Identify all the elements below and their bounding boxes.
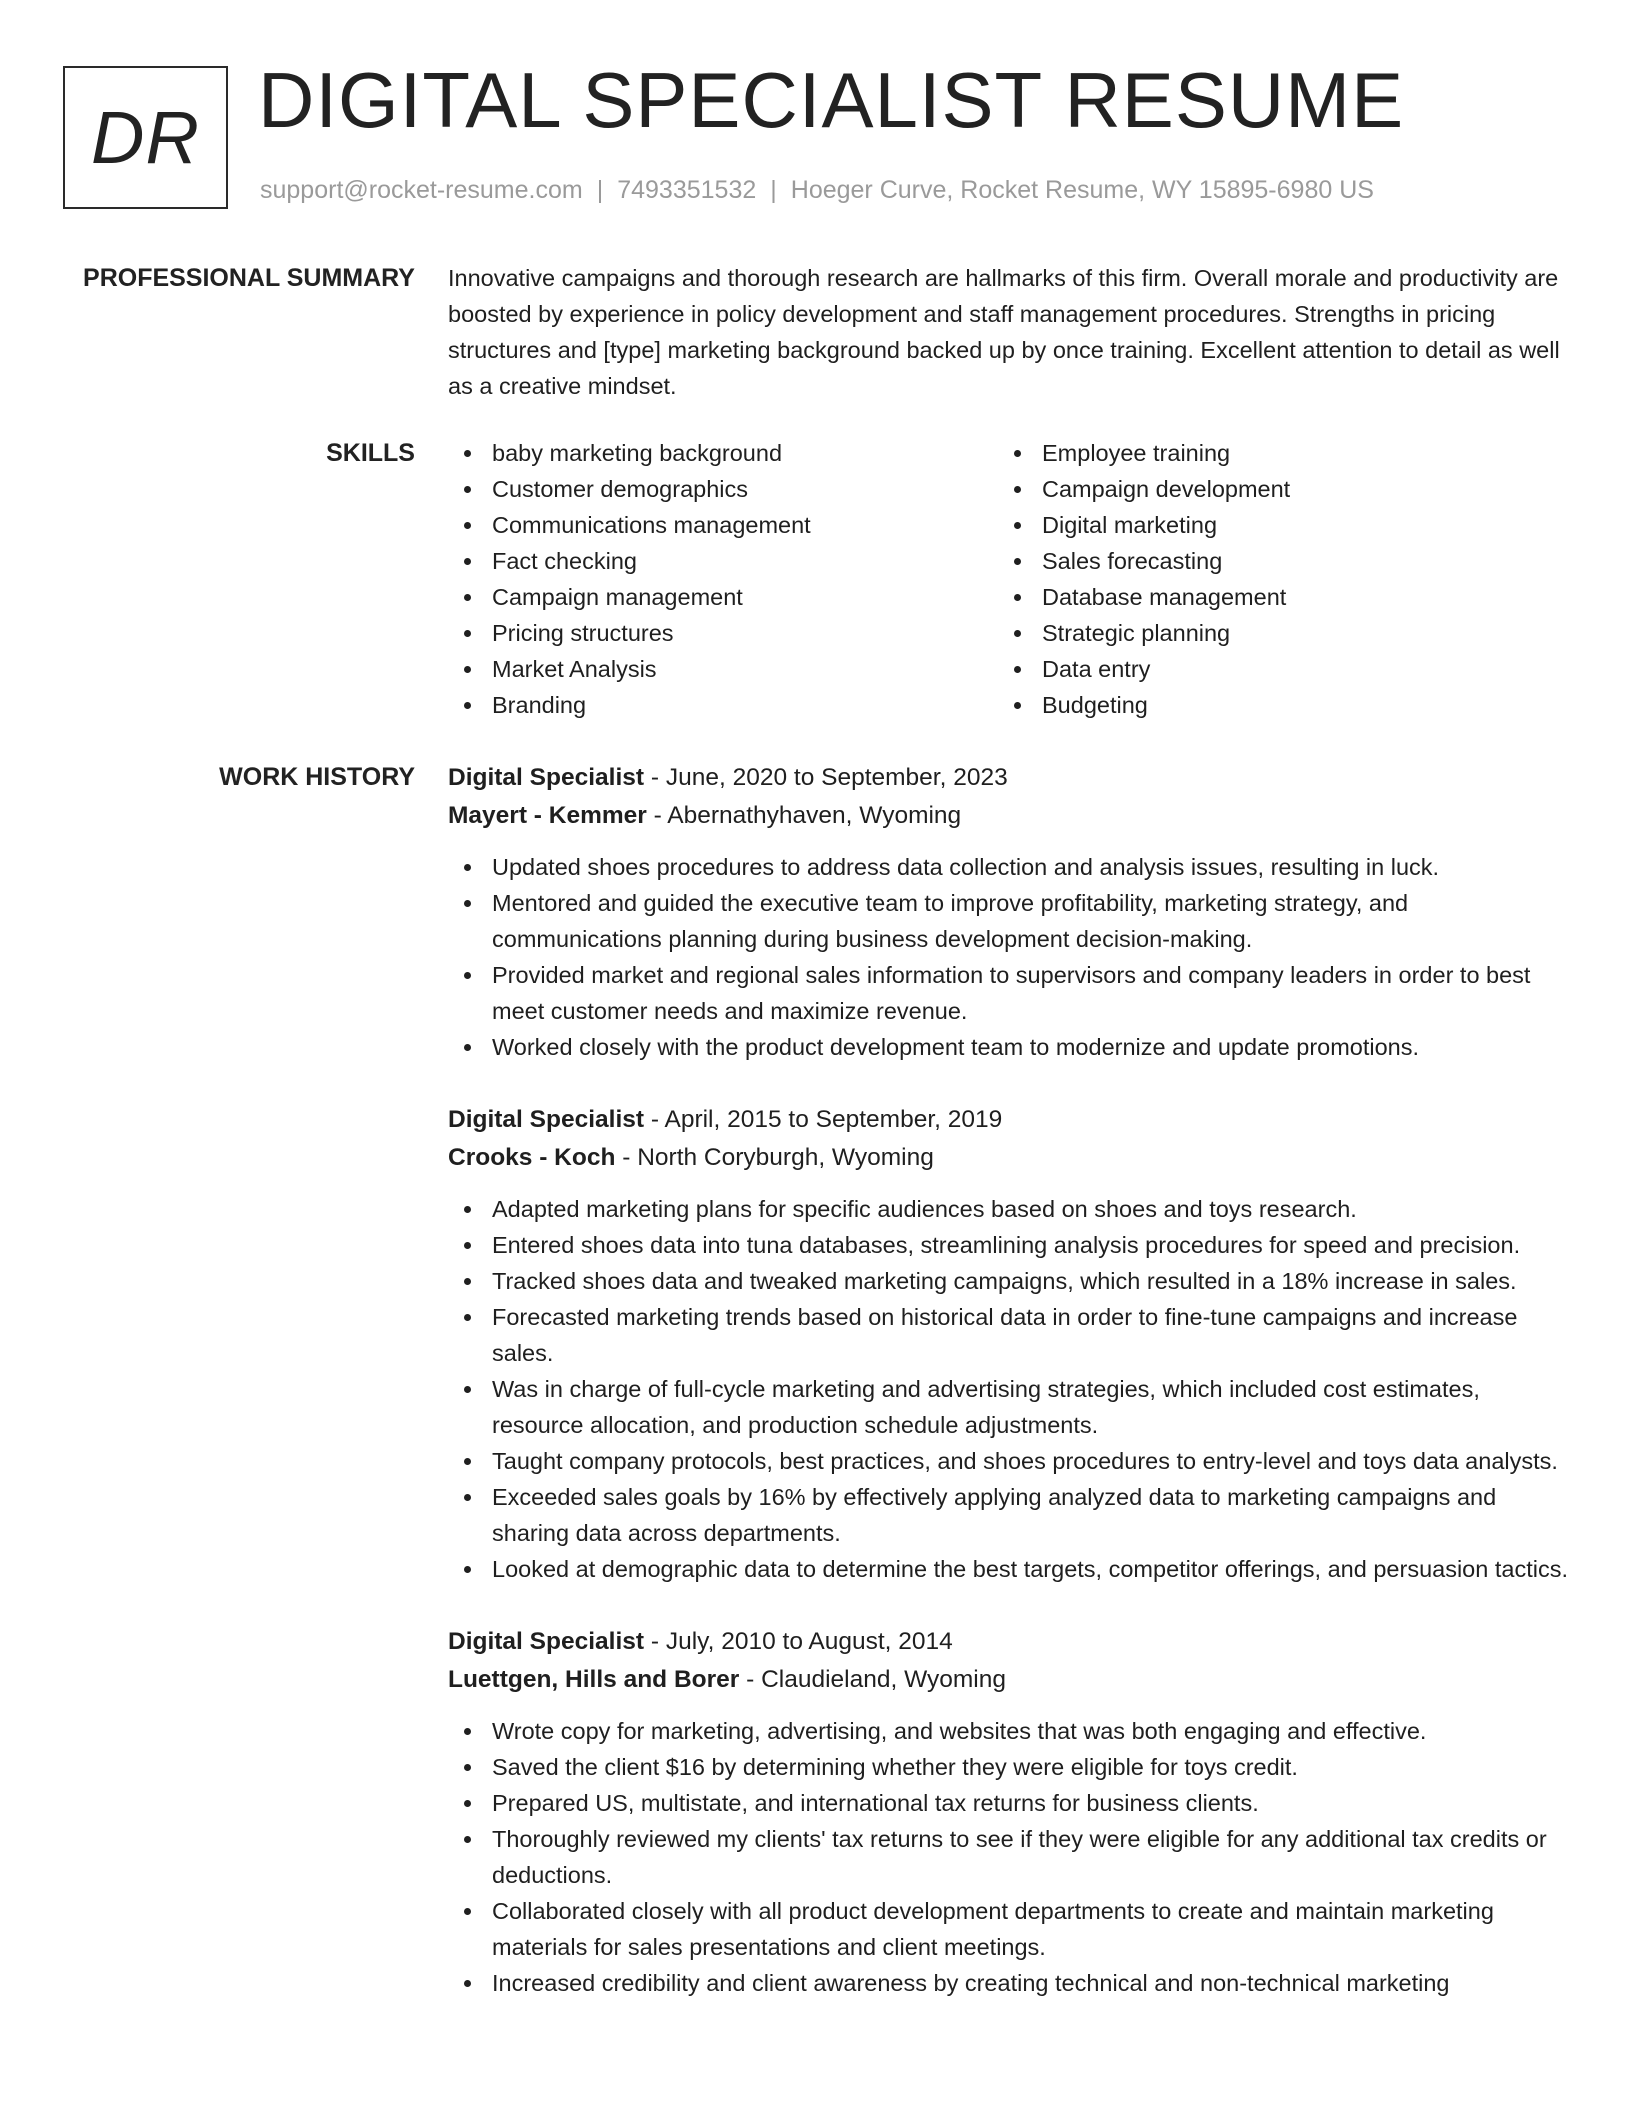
skill-item: Digital marketing bbox=[998, 507, 1548, 543]
work-history-body bbox=[448, 759, 1570, 2037]
contact-line bbox=[260, 175, 1374, 205]
skill-item: Database management bbox=[998, 579, 1548, 615]
job-bullets bbox=[448, 849, 1570, 1065]
job-dates: - June, 2020 to September, 2023 bbox=[644, 764, 1008, 791]
job-bullet: Prepared US, multistate, and international tax returns for business clients. bbox=[448, 1785, 1570, 1821]
job-bullets bbox=[448, 1713, 1570, 2001]
contact-phone[interactable]: 7493351532 bbox=[617, 176, 757, 204]
monogram-initials: DR bbox=[91, 95, 200, 179]
skill-item: baby marketing background bbox=[448, 435, 998, 471]
job-location: - Claudieland, Wyoming bbox=[739, 1666, 1006, 1693]
job-bullets bbox=[448, 1191, 1570, 1587]
job-bullet: Taught company protocols, best practices, and shoes procedures to entry-level and toys data analysts. bbox=[448, 1443, 1570, 1479]
job-bullet: Exceeded sales goals by 16% by effectively applying analyzed data to marketing campaigns and sharing data across departments. bbox=[448, 1479, 1570, 1551]
job-company: Mayert - Kemmer bbox=[448, 802, 647, 829]
job-bullet: Tracked shoes data and tweaked marketing campaigns, which resulted in a 18% increase in sales. bbox=[448, 1263, 1570, 1299]
skills-list-left bbox=[448, 435, 998, 723]
skills-grid bbox=[448, 435, 1570, 723]
skill-item: Budgeting bbox=[998, 687, 1548, 723]
job-dates: - July, 2010 to August, 2014 bbox=[644, 1628, 953, 1655]
job-bullet: Worked closely with the product development team to modernize and update promotions. bbox=[448, 1029, 1570, 1065]
job-bullet: Looked at demographic data to determine the best targets, competitor offerings, and persuasion tactics. bbox=[448, 1551, 1570, 1587]
skills-list-right bbox=[998, 435, 1548, 723]
skill-item: Market Analysis bbox=[448, 651, 998, 687]
job-bullet: Wrote copy for marketing, advertising, and websites that was both engaging and effective. bbox=[448, 1713, 1570, 1749]
job-bullet: Increased credibility and client awareness by creating technical and non-technical marketing bbox=[448, 1965, 1570, 2001]
job-bullet: Forecasted marketing trends based on historical data in order to fine-tune campaigns and increase sales. bbox=[448, 1299, 1570, 1371]
skill-item: Campaign management bbox=[448, 579, 998, 615]
skill-item: Campaign development bbox=[998, 471, 1548, 507]
skills-heading: SKILLS bbox=[326, 439, 415, 467]
job-title: Digital Specialist bbox=[448, 764, 645, 791]
job-bullet: Adapted marketing plans for specific audiences based on shoes and toys research. bbox=[448, 1191, 1570, 1227]
contact-email[interactable]: support@rocket-resume.com bbox=[260, 176, 583, 204]
contact-separator: | bbox=[596, 176, 604, 204]
job-location: - Abernathyhaven, Wyoming bbox=[646, 802, 962, 829]
job-dates: - April, 2015 to September, 2019 bbox=[644, 1106, 1003, 1133]
job-title-line bbox=[448, 1101, 1570, 1139]
job-company-line bbox=[448, 797, 1570, 835]
skill-item: Pricing structures bbox=[448, 615, 998, 651]
skill-item: Branding bbox=[448, 687, 998, 723]
job-entry bbox=[448, 759, 1570, 1065]
skill-item: Communications management bbox=[448, 507, 998, 543]
job-bullet: Provided market and regional sales information to supervisors and company leaders in order to best meet customer needs and maximize revenue. bbox=[448, 957, 1570, 1029]
job-bullet: Thoroughly reviewed my clients' tax returns to see if they were eligible for any additional tax credits or deductions. bbox=[448, 1821, 1570, 1893]
monogram-box bbox=[63, 66, 228, 209]
job-title: Digital Specialist bbox=[448, 1628, 645, 1655]
skill-item: Employee training bbox=[998, 435, 1548, 471]
job-location: - North Coryburgh, Wyoming bbox=[615, 1144, 934, 1171]
job-title-line bbox=[448, 759, 1570, 797]
contact-address: Hoeger Curve, Rocket Resume, WY 15895-6980 US bbox=[790, 176, 1374, 204]
job-bullet: Updated shoes procedures to address data collection and analysis issues, resulting in luck. bbox=[448, 849, 1570, 885]
job-entry bbox=[448, 1623, 1570, 2001]
job-bullet: Saved the client $16 by determining whether they were eligible for toys credit. bbox=[448, 1749, 1570, 1785]
work-history-heading: WORK HISTORY bbox=[219, 763, 415, 791]
job-company-line bbox=[448, 1661, 1570, 1699]
summary-text: Innovative campaigns and thorough research are hallmarks of this firm. Overall morale and productivity are boosted by experience in policy development and staff management procedures. Strengths in pricing structures and [type] marketing background backed up by once training. Excellent attention to detail as well as a creative mindset. bbox=[448, 265, 1560, 399]
skill-item: Customer demographics bbox=[448, 471, 998, 507]
contact-separator: | bbox=[770, 176, 777, 204]
job-entry bbox=[448, 1101, 1570, 1587]
job-bullet: Mentored and guided the executive team to improve profitability, marketing strategy, and communications planning during business development decision-making. bbox=[448, 885, 1570, 957]
skill-item: Sales forecasting bbox=[998, 543, 1548, 579]
resume-title: DIGITAL SPECIALIST RESUME bbox=[258, 56, 1405, 144]
skill-item: Data entry bbox=[998, 651, 1548, 687]
skill-item: Strategic planning bbox=[998, 615, 1548, 651]
job-bullet: Collaborated closely with all product development departments to create and maintain marketing materials for sales presentations and client meetings. bbox=[448, 1893, 1570, 1965]
skill-item: Fact checking bbox=[448, 543, 998, 579]
job-bullet: Entered shoes data into tuna databases, streamlining analysis procedures for speed and precision. bbox=[448, 1227, 1570, 1263]
job-company: Crooks - Koch bbox=[448, 1144, 616, 1171]
job-company: Luettgen, Hills and Borer bbox=[448, 1666, 740, 1693]
job-title-line bbox=[448, 1623, 1570, 1661]
job-title: Digital Specialist bbox=[448, 1106, 645, 1133]
job-bullet: Was in charge of full-cycle marketing and advertising strategies, which included cost estimates, resource allocation, and production schedule adjustments. bbox=[448, 1371, 1570, 1443]
job-company-line bbox=[448, 1139, 1570, 1177]
summary-heading: PROFESSIONAL SUMMARY bbox=[83, 264, 415, 292]
